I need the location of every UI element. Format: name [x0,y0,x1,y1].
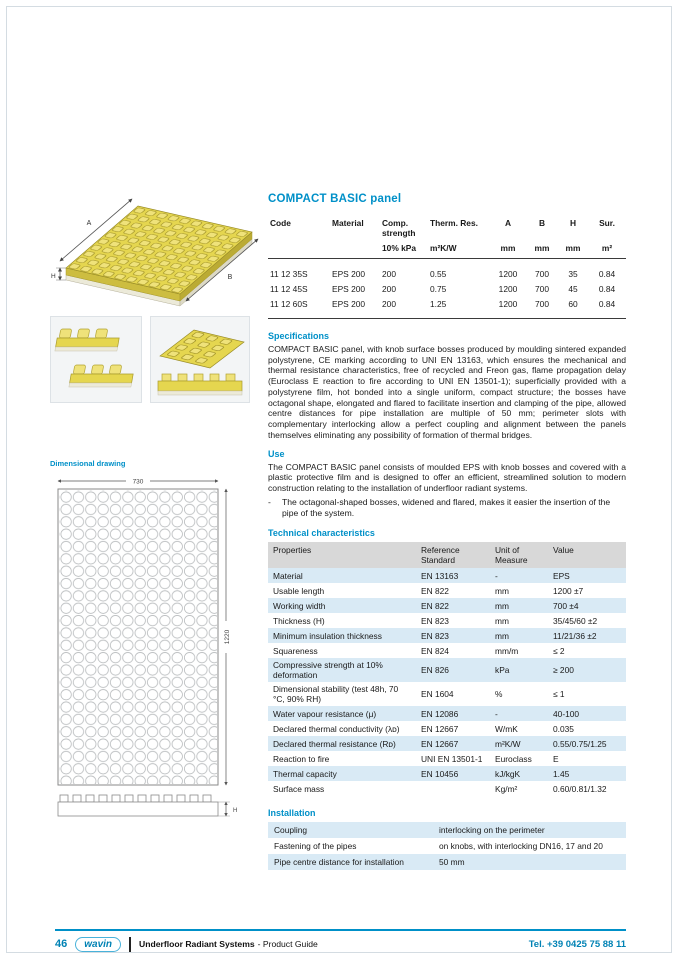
spec-header-cell: A [504,218,512,228]
spec-cell: 0.84 [598,269,616,279]
spec-cell: 35 [568,269,578,279]
tech-reference-cell: EN 822 [421,585,449,596]
spec-header-cell: Therm. Res. [430,218,478,228]
spec-cell: 200 [382,284,396,294]
tech-value-cell: 35/45/60 ±2 [553,615,598,626]
installation-property-cell: Pipe centre distance for installation [274,857,404,868]
spec-header-cell: Sur. [599,218,615,228]
tech-property-cell: Usable length [273,585,325,596]
installation-property-cell: Fastening of the pipes [274,841,357,852]
tech-value-cell: 40-100 [553,708,580,719]
spec-header-cell: Material [332,218,364,228]
tech-reference-cell [416,781,490,796]
tech-property-cell: Declared thermal resistance (Rᴅ) [273,738,396,749]
spec-cell: 0.75 [430,284,447,294]
tech-table-row [268,613,626,628]
tech-value-cell: ≤ 1 [553,689,565,700]
footer [55,935,626,953]
dimension-h-label: H [51,273,56,280]
dimensional-drawing-label: Dimensional drawing [50,459,126,468]
tech-reference-cell: EN 12086 [421,708,459,719]
panel-detail-image-2 [150,316,250,403]
spec-cell: 60 [568,299,578,309]
tech-unit-cell: mm [495,600,509,611]
tech-table-row [268,583,626,598]
dimension-profile-h [218,802,237,816]
dimension-h-arrow [51,268,66,280]
left-column [50,188,262,825]
spec-cell: 0.55 [430,269,447,279]
technical-characteristics-table [268,542,626,796]
spec-table-row [268,298,626,313]
footer-telephone: Tel. +39 0425 75 88 11 [528,938,626,950]
footer-divider [129,937,131,952]
installation-row [268,838,626,854]
spec-cell: 200 [382,269,396,279]
tech-value-cell: 11/21/36 ±2 [553,630,597,641]
product-spec-table [268,217,626,319]
tech-property-cell: Declared thermal conductivity (λᴅ) [273,723,400,734]
tech-property-cell: Surface mass [273,783,325,794]
tech-table-row [268,568,626,583]
spec-header-cell: H [569,218,577,228]
installation-row [268,854,626,870]
footer-rule [55,929,626,931]
tech-value-cell: 1200 ±7 [553,585,584,596]
spec-cell: 700 [535,269,549,279]
tech-unit-cell: mm [495,615,509,626]
width-dimension-label: 730 [132,478,144,486]
spec-cell: EPS 200 [332,284,366,294]
spec-cell: 0.84 [598,299,616,309]
dimension-height [224,489,231,785]
tech-table-row [268,643,626,658]
spec-header-cell: Code [270,218,291,228]
tech-header-cell: Unit of Measure [495,545,528,566]
tech-property-cell: Reaction to fire [273,753,330,764]
tech-value-cell: 0.55/0.75/1.25 [553,738,607,749]
tech-unit-cell: m²K/W [495,738,521,749]
spec-cell: 11 12 35S [270,269,308,279]
use-bullet-item [268,497,626,518]
tech-value-cell: ≤ 2 [553,645,565,656]
spec-table-units-row [268,242,626,259]
detail-images-row [50,316,262,403]
spec-unit-cell: mm [500,243,516,253]
tech-table-row [268,682,626,706]
spec-unit-cell [330,242,380,254]
spec-unit-cell: mm [565,243,581,253]
use-heading: Use [268,448,285,459]
use-paragraph: The COMPACT BASIC panel consists of moulded EPS with knob bosses and covered with a plastic protective film and is designed to offer an efficient, streamlined solution to modern construction relating to the installation of underfloor radiant systems. [268,461,626,494]
spec-header-cell: B [538,218,546,228]
tech-value-cell: 1.45 [553,768,570,779]
spec-cell: 11 12 60S [270,299,308,309]
tech-header-cell: Reference Standard [421,545,460,566]
spec-cell: 11 12 45S [270,284,308,294]
tech-property-cell: Minimum insulation thickness [273,630,382,641]
wavin-logo: wavin [75,937,121,952]
tech-value-cell: 700 ±4 [553,600,579,611]
spec-table-row [268,283,626,298]
panel-profile-view [58,795,218,816]
spec-cell: EPS 200 [332,269,366,279]
spec-cell: 0.84 [598,284,616,294]
spec-cell: 45 [568,284,578,294]
installation-value-cell: 50 mm [439,857,465,868]
spec-cell: 200 [382,299,396,309]
tech-table-row [268,706,626,721]
installation-table [268,822,626,870]
spec-cell: EPS 200 [332,299,366,309]
tech-reference-cell: EN 824 [421,645,449,656]
tech-value-cell: E [553,753,559,764]
tech-unit-cell: - [495,708,498,719]
spec-cell: 700 [535,299,549,309]
spec-cell: 1200 [498,269,518,279]
tech-unit-cell: - [495,570,498,581]
spec-cell: 1.25 [430,299,447,309]
tech-property-cell: Dimensional stability (test 48h, 70 °C, 90% RH) [273,684,399,705]
installation-value-cell: on knobs, with interlocking DN16, 17 and 20 [439,841,603,852]
tech-reference-cell: EN 1604 [421,689,454,700]
spec-cell: 700 [535,284,549,294]
tech-unit-cell: W/mK [495,723,518,734]
tech-unit-cell: % [495,689,503,700]
tech-property-cell: Water vapour resistance (μ) [273,708,377,719]
tech-unit-cell: mm [495,630,509,641]
tech-reference-cell: EN 10456 [421,768,459,779]
installation-row [268,822,626,838]
tech-reference-cell: EN 822 [421,600,449,611]
tech-table-row [268,721,626,736]
installation-property-cell: Coupling [274,825,308,836]
tech-property-cell: Thickness (H) [273,615,325,626]
spec-cell: 1200 [498,284,518,294]
dimension-b-label: B [227,274,233,281]
spec-unit-cell: mm [534,243,550,253]
dimensional-drawing [50,473,246,825]
spec-unit-cell: m² [601,243,613,253]
tech-table-row [268,628,626,643]
spec-unit-cell: m²K/W [430,243,457,253]
tech-property-cell: Squareness [273,645,318,656]
tech-property-cell: Compressive strength at 10% deformation [273,660,383,681]
tech-property-cell: Material [273,570,303,581]
bullet-marker: - [268,496,271,507]
panel-detail-image-1 [50,316,142,403]
spec-table-header-row [268,217,626,239]
tech-reference-cell: UNI EN 13501-1 [421,753,483,764]
tech-header-cell: Value [553,545,574,556]
tech-unit-cell: Euroclass [495,753,532,764]
tech-reference-cell: EN 823 [421,630,449,641]
profile-h-label: H [233,808,238,814]
tech-unit-cell: mm/m [495,645,519,656]
page-title: COMPACT BASIC panel [268,193,402,205]
tech-value-cell: ≥ 200 [553,665,574,676]
tech-unit-cell: kPa [495,665,510,676]
tech-unit-cell: mm [495,585,509,596]
tech-property-cell: Thermal capacity [273,768,337,779]
tech-table-row [268,598,626,613]
tech-unit-cell: Kg/m² [495,783,518,794]
footer-series-title: Underfloor Radiant Systems - Product Guide [139,939,318,949]
panel-3d-figure [50,188,262,312]
dimension-width [58,479,218,486]
bullet-text: The octagonal-shaped bosses, widened and flared, makes it easier the insertion of the pipe of the system. [282,496,611,518]
technical-characteristics-heading: Technical characteristics [268,528,375,539]
tech-table-row [268,751,626,766]
tech-table-row [268,736,626,751]
tech-reference-cell: EN 13163 [421,570,459,581]
spec-table-row [268,268,626,283]
tech-value-cell: 0.035 [553,723,574,734]
tech-table-row [268,766,626,781]
panel-knob-grid [59,490,217,784]
tech-value-cell: 0.60/0.81/1.32 [553,783,607,794]
tech-unit-cell: kJ/kgK [495,768,521,779]
dimension-a-label: A [86,220,92,227]
specifications-heading: Specifications [268,331,330,341]
spec-header-cell: Comp. strength [382,218,416,238]
page-number: 46 [55,938,68,950]
tech-reference-cell: EN 12667 [421,723,459,734]
spec-unit-cell: 10% kPa [382,243,416,253]
spec-cell: 1200 [498,299,518,309]
tech-property-cell: Working width [273,600,326,611]
tech-value-cell: EPS [553,570,570,581]
tech-reference-cell: EN 826 [421,665,449,676]
tech-table-row [268,658,626,682]
specifications-paragraph: COMPACT BASIC panel, with knob surface bosses produced by moulding sintered expanded polystyrene, CE marking according to UNI EN 13163, which ensures the mechanical and thermal resistance characteristics, free of recycled and Freon gas, flame propagation delay (Euroclass E reaction to fire according to UNI EN 13501-1); superficially provided with a polystyrene film, hot bonded into a single uniform, compact structure; the bosses have octagonal shape, elongated and flared to facilitate insertion and clamping of the pipe, allowed centre distances for pipe installation are multiple of 50 mm; perimeter slots with complementary interlocking allow a perfect coupling and alignment between the panels themselves eliminating any possibility of formation of thermal bridges. [268,344,626,440]
tech-reference-cell: EN 823 [421,615,449,626]
right-column [268,193,626,870]
tech-reference-cell: EN 12667 [421,738,459,749]
tech-table-row [268,781,626,796]
tech-table-header-row [268,542,626,568]
tech-header-cell: Properties [273,545,312,556]
spec-unit-cell [268,242,330,254]
spec-table-body [268,259,626,319]
installation-value-cell: interlocking on the perimeter [439,825,545,836]
height-dimension-label: 1220 [224,629,231,645]
installation-heading: Installation [268,808,316,819]
